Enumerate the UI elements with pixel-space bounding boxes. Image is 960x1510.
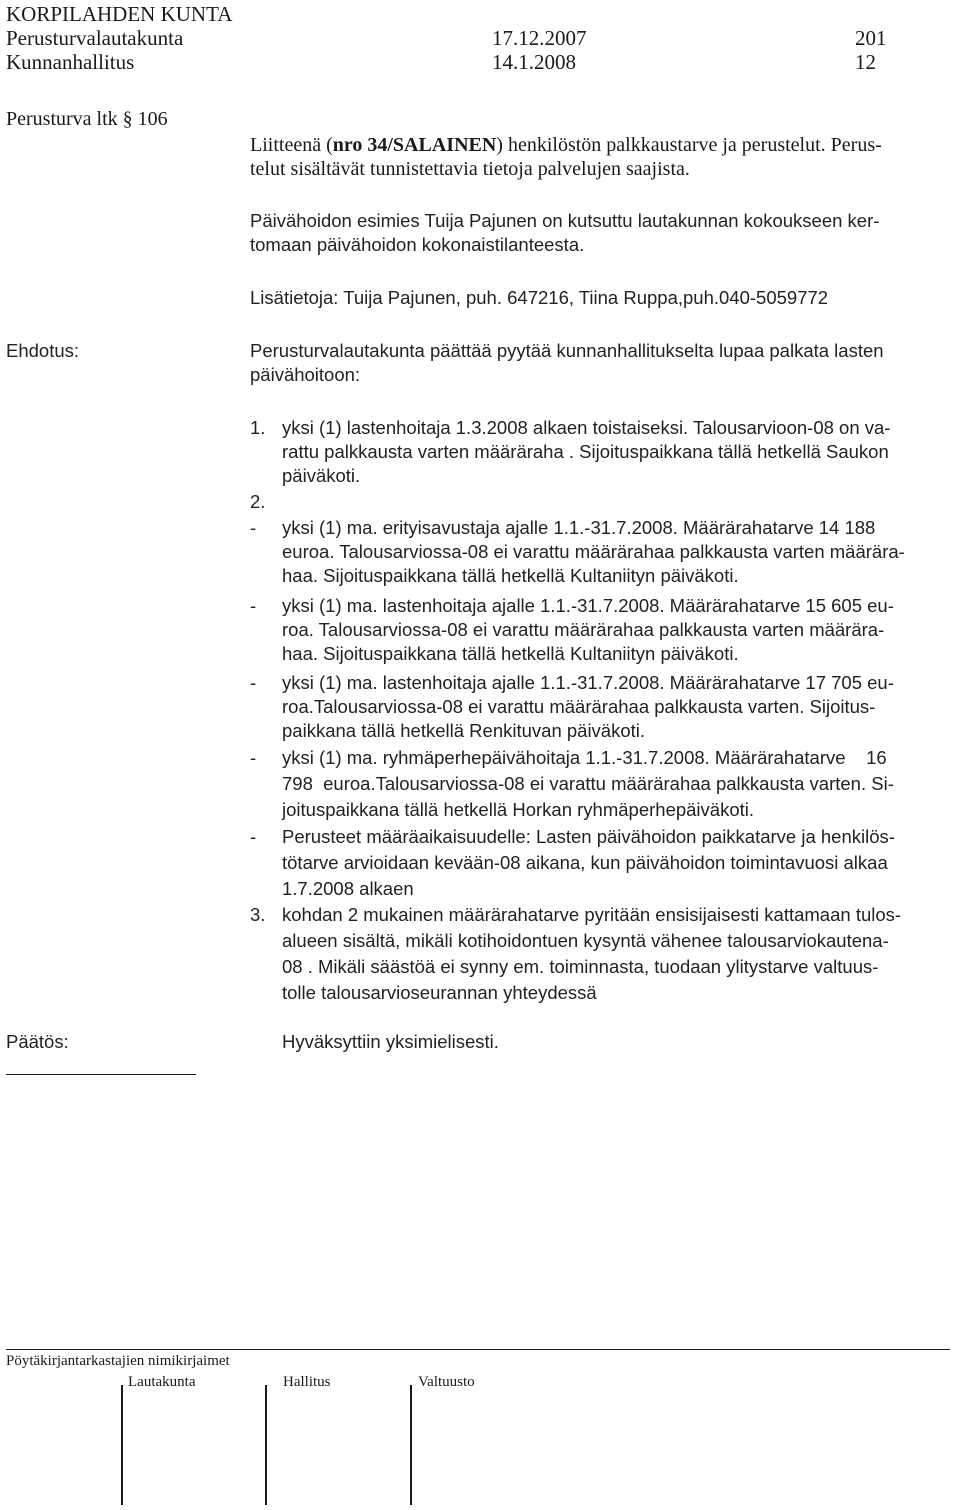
item-1-line-1: yksi (1) lastenhoitaja 1.3.2008 alkaen toistaiseksi. Talousarvioon-08 on va-	[282, 417, 891, 438]
footer-rule	[6, 1349, 950, 1350]
subitem-1-line-2: euroa. Talousarviossa-08 ei varattu määrärahaa palkkausta varten määrära-	[282, 541, 905, 562]
subitem-4-line-2: 798 euroa.Talousarviossa-08 ei varattu määrärahaa palkkausta varten. Si-	[282, 773, 894, 794]
item-3-line-4: tolle talousarvioseurannan yhteydessä	[282, 982, 597, 1003]
item-3-line-3: 08 . Mikäli säästöä ei synny em. toiminnasta, tuodaan ylitystarve valtuus-	[282, 956, 879, 977]
subitem-1-line-1: yksi (1) ma. erityisavustaja ajalle 1.1.-31.7.2008. Määrärahatarve 14 188	[282, 517, 876, 538]
header-body-1: Perusturvalautakunta	[6, 26, 184, 50]
subitem-3-line-3: paikkana tällä hetkellä Renkituvan päiväkoti.	[282, 720, 646, 741]
subitem-5-line-1: Perusteet määräaikaisuudelle: Lasten päivähoidon paikkatarve ja henkilös-	[282, 826, 895, 847]
subitem-4-line-3: joituspaikkana tällä hetkellä Horkan ryhmäperhepäiväkoti.	[282, 799, 755, 820]
subitem-2-line-1: yksi (1) ma. lastenhoitaja ajalle 1.1.-31.7.2008. Määrärahatarve 15 605 eu-	[282, 595, 894, 616]
header-page-2: 12	[855, 50, 876, 74]
subitem-4-line-1: yksi (1) ma. ryhmäperhepäivähoitaja 1.1.-31.7.2008. Määrärahatarve 16	[282, 747, 887, 768]
item-3-number: 3.	[250, 904, 266, 925]
attachment-reference: nro 34/SALAINEN	[332, 134, 497, 156]
header-page-1: 201	[855, 26, 887, 50]
header-date-1: 17.12.2007	[492, 26, 587, 50]
subitem-dash: -	[250, 672, 257, 693]
footer-col-lautakunta: Lautakunta	[128, 1374, 196, 1390]
section-reference: Perusturva ltk § 106	[6, 108, 168, 130]
subitem-dash: -	[250, 595, 257, 616]
footer-title: Pöytäkirjantarkastajien nimikirjaimet	[6, 1353, 230, 1369]
item-3-line-1: kohdan 2 mukainen määrärahatarve pyritään ensisijaisesti kattamaan tulos-	[282, 904, 902, 925]
subitem-dash: -	[250, 826, 257, 847]
subitem-5-line-2: tötarve arvioidaan kevään-08 aikana, kun päivähoidon toimintavuosi alkaa	[282, 852, 888, 873]
subitem-3-line-1: yksi (1) ma. lastenhoitaja ajalle 1.1.-31.7.2008. Määrärahatarve 17 705 eu-	[282, 672, 894, 693]
proposal-line-2: päivähoitoon:	[250, 364, 361, 385]
item-1-number: 1.	[250, 417, 266, 438]
item-3-line-2: alueen sisältä, mikäli kotihoidontuen kysyntä vähenee talousarviokautena-	[282, 930, 889, 951]
item-1-line-3: päiväkoti.	[282, 465, 361, 486]
intro-paragraph-2-line-1: Päivähoidon esimies Tuija Pajunen on kutsuttu lautakunnan kokoukseen ker-	[250, 210, 880, 231]
footer-col-valtuusto: Valtuusto	[418, 1374, 475, 1390]
signature-divider	[121, 1385, 123, 1505]
subitem-3-line-2: roa.Talousarviossa-08 ei varattu määrärahaa palkkausta varten. Sijoitus-	[282, 696, 876, 717]
footer-col-hallitus: Hallitus	[283, 1374, 331, 1390]
proposal-label: Ehdotus:	[6, 340, 80, 361]
organization-name: KORPILAHDEN KUNTA	[6, 2, 233, 26]
item-1-line-2: rattu palkkausta varten määräraha . Sijoituspaikkana tällä hetkellä Saukon	[282, 441, 889, 462]
decision-underline	[6, 1074, 196, 1075]
subitem-5-line-3: 1.7.2008 alkaen	[282, 878, 414, 899]
item-2-number: 2.	[250, 491, 266, 512]
intro-paragraph-1-line-1: Liitteenä (nro 34/SALAINEN) henkilöstön palkkaustarve ja perustelut. Perus-	[250, 134, 882, 156]
subitem-2-line-2: roa. Talousarviossa-08 ei varattu määrärahaa palkkausta varten määrära-	[282, 619, 885, 640]
proposal-line-1: Perusturvalautakunta päättää pyytää kunnanhallitukselta lupaa palkata lasten	[250, 340, 884, 361]
subitem-dash: -	[250, 517, 257, 538]
header-date-2: 14.1.2008	[492, 50, 576, 74]
decision-label: Päätös:	[6, 1031, 69, 1052]
signature-divider	[265, 1385, 267, 1505]
decision-text: Hyväksyttiin yksimielisesti.	[282, 1031, 499, 1052]
header-body-2: Kunnanhallitus	[6, 50, 135, 74]
intro-paragraph-2-line-2: tomaan päivähoidon kokonaistilanteesta.	[250, 234, 585, 255]
signature-divider	[410, 1385, 412, 1505]
subitem-dash: -	[250, 747, 257, 768]
intro-paragraph-1-line-2: telut sisältävät tunnistettavia tietoja palvelujen saajista.	[250, 158, 690, 180]
contact-info: Lisätietoja: Tuija Pajunen, puh. 647216, Tiina Ruppa,puh.040-5059772	[250, 287, 829, 308]
subitem-2-line-3: haa. Sijoituspaikkana tällä hetkellä Kultaniityn päiväkoti.	[282, 643, 739, 664]
subitem-1-line-3: haa. Sijoituspaikkana tällä hetkellä Kultaniityn päiväkoti.	[282, 565, 739, 586]
